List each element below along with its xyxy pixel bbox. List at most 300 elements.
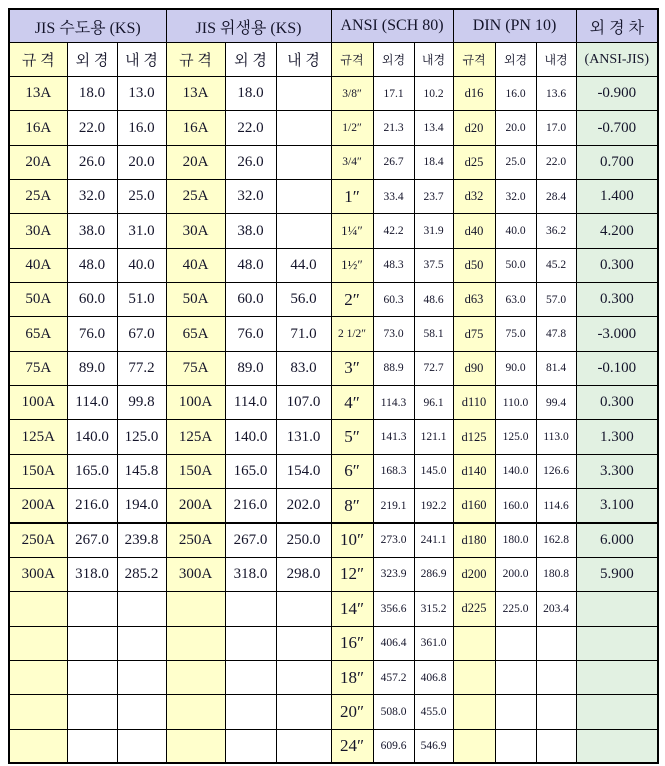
din-id-cell: 13.6: [536, 77, 576, 111]
ansi-spec-cell: 1½″: [331, 248, 373, 282]
jis-water-od-cell: [67, 592, 117, 626]
din-od-cell: 125.0: [495, 420, 536, 454]
din-id-cell: 28.4: [536, 180, 576, 214]
jis-water-spec-cell: 20A: [9, 145, 67, 179]
table-row: [9, 592, 658, 626]
jis-sanitary-spec-cell: 16A: [166, 111, 225, 145]
jis-sanitary-spec-cell: [166, 729, 225, 763]
table-row: [9, 420, 658, 454]
din-spec-cell: d90: [453, 351, 495, 385]
table-row: [9, 214, 658, 248]
jis-sanitary-id-cell: 250.0: [276, 523, 331, 557]
jis-sanitary-id-cell: 154.0: [276, 454, 331, 488]
jis-water-spec-cell: 125A: [9, 420, 67, 454]
jis-water-od-cell: 216.0: [67, 489, 117, 523]
jis-sanitary-id-cell: 298.0: [276, 557, 331, 591]
jis-sanitary-od-cell: [225, 660, 276, 694]
jis-sanitary-od-cell: 48.0: [225, 248, 276, 282]
ansi-id-cell: 145.0: [414, 454, 453, 488]
jis-sanitary-id-cell: [276, 729, 331, 763]
diff-value-cell: [576, 660, 658, 694]
ansi-id-cell: 37.5: [414, 248, 453, 282]
diff-value-cell: 1.400: [576, 180, 658, 214]
ansi-od-cell: 42.2: [373, 214, 414, 248]
ansi-spec-cell: 2″: [331, 283, 373, 317]
jis-sanitary-id-cell: 107.0: [276, 386, 331, 420]
table-row: [9, 77, 658, 111]
jis-water-id-cell: 285.2: [117, 557, 166, 591]
din-spec-cell: [453, 695, 495, 729]
table-body: [9, 77, 658, 764]
ansi-od-cell: 457.2: [373, 660, 414, 694]
din-od-cell: [495, 626, 536, 660]
jis-sanitary-od-cell: [225, 626, 276, 660]
jis-water-id-cell: 51.0: [117, 283, 166, 317]
jis-sanitary-id-cell: 56.0: [276, 283, 331, 317]
din-spec-cell: d140: [453, 454, 495, 488]
din-od-cell: 25.0: [495, 145, 536, 179]
jis-water-id-cell: 13.0: [117, 77, 166, 111]
ansi-od-cell: 141.3: [373, 420, 414, 454]
din-id-cell: 17.0: [536, 111, 576, 145]
ansi-spec-cell: 14″: [331, 592, 373, 626]
jis-water-spec-cell: [9, 729, 67, 763]
din-id-cell: 57.0: [536, 283, 576, 317]
diff-value-cell: 3.100: [576, 489, 658, 523]
jis-water-id-cell: 125.0: [117, 420, 166, 454]
diff-value-cell: -0.900: [576, 77, 658, 111]
din-id-cell: 113.0: [536, 420, 576, 454]
jis-sanitary-id-cell: 83.0: [276, 351, 331, 385]
ansi-od-cell: 323.9: [373, 557, 414, 591]
jis-water-id-header: 내 경: [117, 43, 166, 77]
din-spec-cell: d200: [453, 557, 495, 591]
din-od-cell: 180.0: [495, 523, 536, 557]
ansi-od-cell: 21.3: [373, 111, 414, 145]
ansi-id-cell: 48.6: [414, 283, 453, 317]
table-row: [9, 386, 658, 420]
ansi-id-cell: 23.7: [414, 180, 453, 214]
jis-water-od-cell: 114.0: [67, 386, 117, 420]
ansi-id-cell: 546.9: [414, 729, 453, 763]
diff-value-cell: [576, 592, 658, 626]
jis-sanitary-id-cell: 131.0: [276, 420, 331, 454]
diff-value-cell: 5.900: [576, 557, 658, 591]
ansi-id-cell: 10.2: [414, 77, 453, 111]
jis-water-spec-header: 규 격: [9, 43, 67, 77]
section-title-jis-sanitary: JIS 위생용 (KS): [166, 9, 331, 43]
diff-value-cell: [576, 695, 658, 729]
din-id-cell: [536, 626, 576, 660]
jis-sanitary-spec-cell: 50A: [166, 283, 225, 317]
jis-sanitary-od-cell: 38.0: [225, 214, 276, 248]
din-od-header: 외경: [495, 43, 536, 77]
section-title-diff: 외 경 차: [576, 9, 658, 43]
jis-water-spec-cell: 200A: [9, 489, 67, 523]
jis-sanitary-od-cell: 114.0: [225, 386, 276, 420]
din-spec-cell: d20: [453, 111, 495, 145]
jis-sanitary-id-cell: [276, 77, 331, 111]
din-id-cell: [536, 660, 576, 694]
table-row: [9, 317, 658, 351]
jis-sanitary-spec-cell: 150A: [166, 454, 225, 488]
diff-value-cell: -0.700: [576, 111, 658, 145]
ansi-id-cell: 121.1: [414, 420, 453, 454]
ansi-id-cell: 18.4: [414, 145, 453, 179]
jis-sanitary-spec-cell: 300A: [166, 557, 225, 591]
jis-water-od-cell: [67, 626, 117, 660]
diff-value-cell: 4.200: [576, 214, 658, 248]
diff-value-cell: 1.300: [576, 420, 658, 454]
din-od-cell: 63.0: [495, 283, 536, 317]
ansi-od-cell: 609.6: [373, 729, 414, 763]
din-od-cell: [495, 695, 536, 729]
jis-water-od-cell: 26.0: [67, 145, 117, 179]
ansi-od-cell: 114.3: [373, 386, 414, 420]
jis-sanitary-spec-cell: 125A: [166, 420, 225, 454]
ansi-od-cell: 406.4: [373, 626, 414, 660]
ansi-id-cell: 241.1: [414, 523, 453, 557]
din-id-cell: 203.4: [536, 592, 576, 626]
din-id-cell: [536, 695, 576, 729]
jis-water-od-cell: 38.0: [67, 214, 117, 248]
jis-sanitary-spec-header: 규 격: [166, 43, 225, 77]
diff-value-cell: [576, 729, 658, 763]
din-od-cell: 200.0: [495, 557, 536, 591]
din-spec-cell: [453, 626, 495, 660]
jis-water-od-cell: 267.0: [67, 523, 117, 557]
ansi-od-cell: 356.6: [373, 592, 414, 626]
ansi-spec-cell: 6″: [331, 454, 373, 488]
jis-water-od-cell: [67, 660, 117, 694]
header-group-row: [9, 9, 658, 43]
ansi-id-cell: 315.2: [414, 592, 453, 626]
ansi-id-cell: 31.9: [414, 214, 453, 248]
ansi-spec-cell: 4″: [331, 386, 373, 420]
din-id-cell: 45.2: [536, 248, 576, 282]
jis-water-spec-cell: 13A: [9, 77, 67, 111]
diff-value-cell: 0.300: [576, 283, 658, 317]
din-spec-cell: [453, 660, 495, 694]
din-spec-cell: d75: [453, 317, 495, 351]
din-spec-cell: d160: [453, 489, 495, 523]
din-id-header: 내경: [536, 43, 576, 77]
jis-sanitary-id-cell: [276, 660, 331, 694]
din-id-cell: 162.8: [536, 523, 576, 557]
jis-water-id-cell: [117, 695, 166, 729]
jis-sanitary-id-cell: [276, 626, 331, 660]
din-od-cell: 140.0: [495, 454, 536, 488]
jis-water-id-cell: 77.2: [117, 351, 166, 385]
din-od-cell: 32.0: [495, 180, 536, 214]
jis-water-id-cell: 239.8: [117, 523, 166, 557]
jis-sanitary-spec-cell: 65A: [166, 317, 225, 351]
din-od-cell: 20.0: [495, 111, 536, 145]
ansi-id-cell: 72.7: [414, 351, 453, 385]
jis-sanitary-od-cell: [225, 592, 276, 626]
jis-water-od-cell: 18.0: [67, 77, 117, 111]
din-spec-cell: d16: [453, 77, 495, 111]
ansi-spec-header: 규격: [331, 43, 373, 77]
ansi-spec-cell: 16″: [331, 626, 373, 660]
ansi-id-cell: 361.0: [414, 626, 453, 660]
din-spec-cell: [453, 729, 495, 763]
din-spec-cell: d50: [453, 248, 495, 282]
diff-value-cell: 6.000: [576, 523, 658, 557]
table-row: [9, 283, 658, 317]
din-spec-cell: d180: [453, 523, 495, 557]
jis-water-spec-cell: 300A: [9, 557, 67, 591]
jis-sanitary-id-header: 내 경: [276, 43, 331, 77]
jis-sanitary-od-cell: 140.0: [225, 420, 276, 454]
din-id-cell: 114.6: [536, 489, 576, 523]
din-id-cell: [536, 729, 576, 763]
jis-water-spec-cell: 65A: [9, 317, 67, 351]
jis-water-id-cell: [117, 729, 166, 763]
table-row: [9, 729, 658, 763]
jis-sanitary-od-cell: 26.0: [225, 145, 276, 179]
jis-sanitary-id-cell: [276, 695, 331, 729]
din-od-cell: [495, 729, 536, 763]
jis-water-id-cell: 16.0: [117, 111, 166, 145]
jis-water-od-cell: 140.0: [67, 420, 117, 454]
jis-water-od-cell: 22.0: [67, 111, 117, 145]
ansi-spec-cell: 24″: [331, 729, 373, 763]
din-od-cell: 40.0: [495, 214, 536, 248]
ansi-id-cell: 406.8: [414, 660, 453, 694]
jis-water-id-cell: 40.0: [117, 248, 166, 282]
din-id-cell: 36.2: [536, 214, 576, 248]
jis-water-spec-cell: [9, 592, 67, 626]
ansi-id-cell: 96.1: [414, 386, 453, 420]
jis-water-spec-cell: 150A: [9, 454, 67, 488]
jis-water-spec-cell: 75A: [9, 351, 67, 385]
din-id-cell: 180.8: [536, 557, 576, 591]
ansi-od-cell: 508.0: [373, 695, 414, 729]
din-id-cell: 126.6: [536, 454, 576, 488]
ansi-spec-cell: 8″: [331, 489, 373, 523]
din-od-cell: 16.0: [495, 77, 536, 111]
table-row: [9, 351, 658, 385]
din-spec-cell: d63: [453, 283, 495, 317]
jis-sanitary-id-cell: [276, 145, 331, 179]
ansi-id-cell: 455.0: [414, 695, 453, 729]
table-row: [9, 660, 658, 694]
jis-water-od-cell: 318.0: [67, 557, 117, 591]
jis-sanitary-spec-cell: 200A: [166, 489, 225, 523]
jis-sanitary-id-cell: 202.0: [276, 489, 331, 523]
jis-sanitary-id-cell: 44.0: [276, 248, 331, 282]
ansi-od-cell: 88.9: [373, 351, 414, 385]
ansi-spec-cell: 5″: [331, 420, 373, 454]
diff-subtitle-header: (ANSI-JIS): [576, 43, 658, 77]
jis-sanitary-od-cell: 22.0: [225, 111, 276, 145]
jis-sanitary-spec-cell: 75A: [166, 351, 225, 385]
ansi-spec-cell: 3/8″: [331, 77, 373, 111]
jis-sanitary-id-cell: [276, 592, 331, 626]
jis-water-spec-cell: 50A: [9, 283, 67, 317]
jis-sanitary-spec-cell: 13A: [166, 77, 225, 111]
jis-sanitary-id-cell: [276, 180, 331, 214]
jis-water-id-cell: [117, 592, 166, 626]
ansi-spec-cell: 3/4″: [331, 145, 373, 179]
jis-sanitary-od-cell: 76.0: [225, 317, 276, 351]
jis-sanitary-od-cell: 318.0: [225, 557, 276, 591]
jis-water-spec-cell: [9, 626, 67, 660]
jis-water-id-cell: [117, 660, 166, 694]
din-od-cell: 50.0: [495, 248, 536, 282]
jis-sanitary-od-cell: [225, 695, 276, 729]
ansi-od-cell: 26.7: [373, 145, 414, 179]
jis-water-spec-cell: 40A: [9, 248, 67, 282]
jis-sanitary-od-cell: 18.0: [225, 77, 276, 111]
table-row: [9, 145, 658, 179]
din-od-cell: 160.0: [495, 489, 536, 523]
din-spec-cell: d225: [453, 592, 495, 626]
table-row: [9, 523, 658, 557]
jis-water-id-cell: 25.0: [117, 180, 166, 214]
jis-water-od-cell: 48.0: [67, 248, 117, 282]
jis-water-spec-cell: 100A: [9, 386, 67, 420]
jis-sanitary-id-cell: [276, 214, 331, 248]
ansi-od-cell: 48.3: [373, 248, 414, 282]
jis-sanitary-od-cell: 165.0: [225, 454, 276, 488]
jis-sanitary-id-cell: 71.0: [276, 317, 331, 351]
ansi-od-cell: 60.3: [373, 283, 414, 317]
jis-sanitary-od-cell: [225, 729, 276, 763]
jis-water-od-cell: 60.0: [67, 283, 117, 317]
ansi-spec-cell: 1″: [331, 180, 373, 214]
din-id-cell: 99.4: [536, 386, 576, 420]
jis-sanitary-spec-cell: 25A: [166, 180, 225, 214]
ansi-spec-cell: 12″: [331, 557, 373, 591]
table-row: [9, 557, 658, 591]
ansi-spec-cell: 3″: [331, 351, 373, 385]
ansi-id-cell: 13.4: [414, 111, 453, 145]
din-od-cell: [495, 660, 536, 694]
din-id-cell: 47.8: [536, 317, 576, 351]
din-spec-cell: d110: [453, 386, 495, 420]
diff-value-cell: 0.300: [576, 386, 658, 420]
jis-sanitary-spec-cell: 250A: [166, 523, 225, 557]
diff-value-cell: [576, 626, 658, 660]
jis-water-id-cell: 20.0: [117, 145, 166, 179]
jis-sanitary-od-cell: 60.0: [225, 283, 276, 317]
ansi-id-header: 내경: [414, 43, 453, 77]
section-title-ansi: ANSI (SCH 80): [331, 9, 453, 43]
header-column-row: [9, 43, 658, 77]
jis-water-id-cell: 31.0: [117, 214, 166, 248]
jis-water-od-cell: 89.0: [67, 351, 117, 385]
table-row: [9, 626, 658, 660]
jis-sanitary-spec-cell: 100A: [166, 386, 225, 420]
jis-sanitary-od-header: 외 경: [225, 43, 276, 77]
jis-water-spec-cell: 250A: [9, 523, 67, 557]
din-spec-header: 규격: [453, 43, 495, 77]
jis-sanitary-spec-cell: [166, 695, 225, 729]
jis-water-spec-cell: [9, 695, 67, 729]
din-od-cell: 75.0: [495, 317, 536, 351]
din-spec-cell: d125: [453, 420, 495, 454]
din-spec-cell: d32: [453, 180, 495, 214]
din-spec-cell: d40: [453, 214, 495, 248]
ansi-od-header: 외경: [373, 43, 414, 77]
jis-sanitary-od-cell: 89.0: [225, 351, 276, 385]
diff-value-cell: 0.300: [576, 248, 658, 282]
jis-water-id-cell: 99.8: [117, 386, 166, 420]
jis-sanitary-spec-cell: 30A: [166, 214, 225, 248]
jis-water-spec-cell: [9, 660, 67, 694]
ansi-spec-cell: 18″: [331, 660, 373, 694]
din-od-cell: 225.0: [495, 592, 536, 626]
din-id-cell: 22.0: [536, 145, 576, 179]
diff-value-cell: 3.300: [576, 454, 658, 488]
ansi-od-cell: 33.4: [373, 180, 414, 214]
jis-water-od-cell: [67, 695, 117, 729]
ansi-spec-cell: 20″: [331, 695, 373, 729]
table-row: [9, 489, 658, 523]
din-od-cell: 90.0: [495, 351, 536, 385]
jis-water-spec-cell: 16A: [9, 111, 67, 145]
table-header: [9, 9, 658, 77]
ansi-od-cell: 17.1: [373, 77, 414, 111]
din-od-cell: 110.0: [495, 386, 536, 420]
jis-water-od-cell: 165.0: [67, 454, 117, 488]
jis-water-od-cell: 32.0: [67, 180, 117, 214]
table-row: [9, 111, 658, 145]
section-title-jis-water: JIS 수도용 (KS): [9, 9, 166, 43]
jis-water-od-header: 외 경: [67, 43, 117, 77]
jis-sanitary-od-cell: 216.0: [225, 489, 276, 523]
ansi-od-cell: 73.0: [373, 317, 414, 351]
ansi-id-cell: 192.2: [414, 489, 453, 523]
jis-sanitary-od-cell: 32.0: [225, 180, 276, 214]
jis-sanitary-spec-cell: [166, 592, 225, 626]
jis-water-id-cell: [117, 626, 166, 660]
jis-water-spec-cell: 30A: [9, 214, 67, 248]
table-row: [9, 180, 658, 214]
ansi-od-cell: 273.0: [373, 523, 414, 557]
ansi-spec-cell: 1¼″: [331, 214, 373, 248]
table-row: [9, 454, 658, 488]
pipe-standards-table: [8, 8, 659, 764]
din-spec-cell: d25: [453, 145, 495, 179]
din-id-cell: 81.4: [536, 351, 576, 385]
jis-sanitary-id-cell: [276, 111, 331, 145]
ansi-id-cell: 286.9: [414, 557, 453, 591]
jis-water-id-cell: 67.0: [117, 317, 166, 351]
jis-water-od-cell: [67, 729, 117, 763]
jis-water-od-cell: 76.0: [67, 317, 117, 351]
ansi-spec-cell: 10″: [331, 523, 373, 557]
ansi-spec-cell: 2 1/2″: [331, 317, 373, 351]
jis-sanitary-od-cell: 267.0: [225, 523, 276, 557]
jis-water-id-cell: 145.8: [117, 454, 166, 488]
table-row: [9, 248, 658, 282]
ansi-od-cell: 168.3: [373, 454, 414, 488]
ansi-id-cell: 58.1: [414, 317, 453, 351]
section-title-din: DIN (PN 10): [453, 9, 576, 43]
diff-value-cell: -0.100: [576, 351, 658, 385]
jis-water-id-cell: 194.0: [117, 489, 166, 523]
table-row: [9, 695, 658, 729]
ansi-od-cell: 219.1: [373, 489, 414, 523]
diff-value-cell: -3.000: [576, 317, 658, 351]
jis-sanitary-spec-cell: 40A: [166, 248, 225, 282]
jis-water-spec-cell: 25A: [9, 180, 67, 214]
jis-sanitary-spec-cell: [166, 626, 225, 660]
ansi-spec-cell: 1/2″: [331, 111, 373, 145]
